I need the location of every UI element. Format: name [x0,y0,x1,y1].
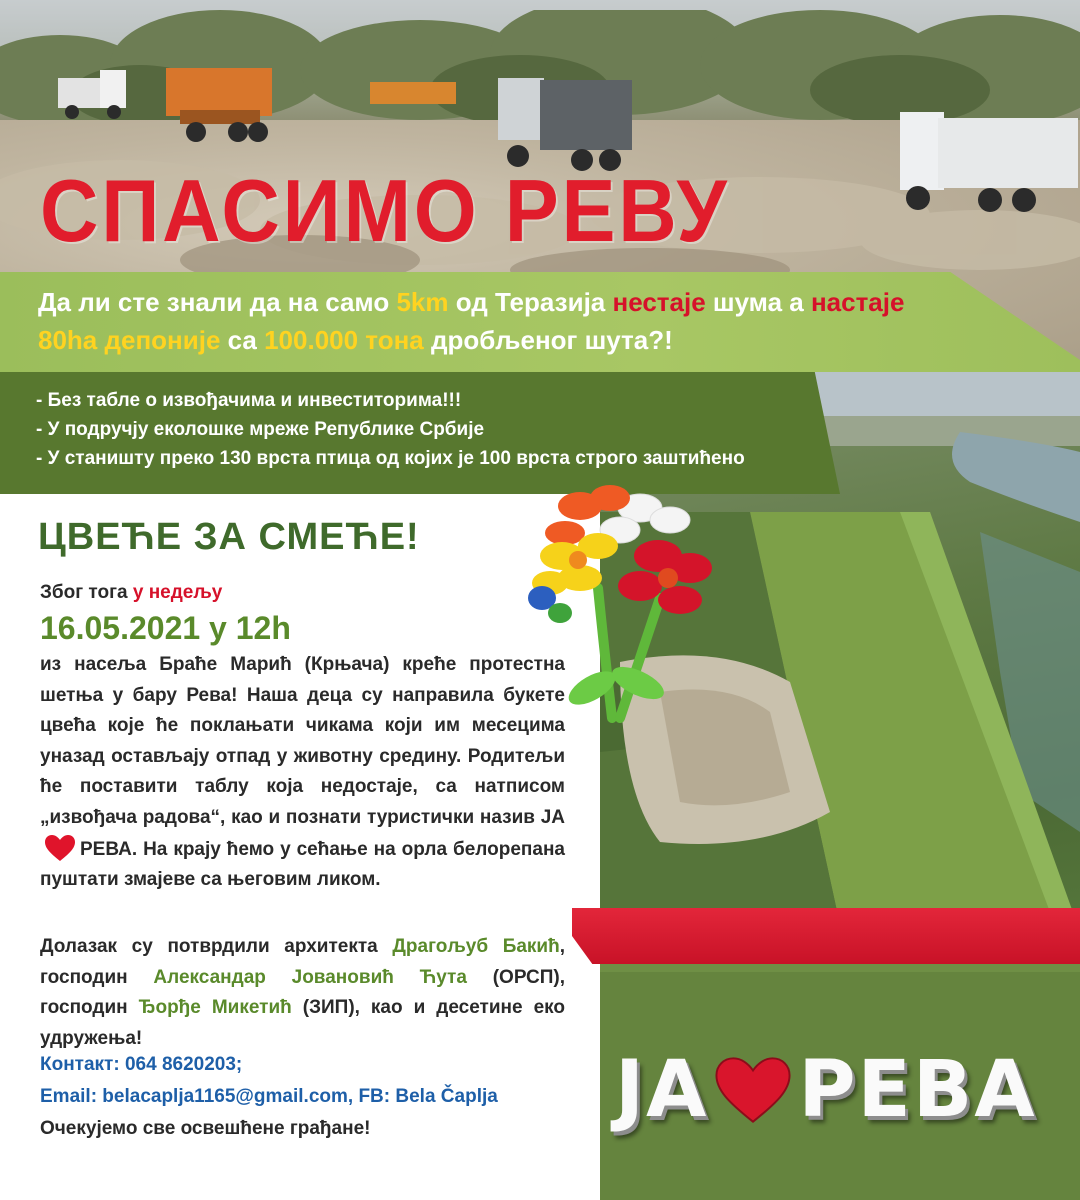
event-subtitle: ЦВЕЋЕ ЗА СМЕЋЕ! [38,516,420,558]
event-day: у недељу [132,582,223,603]
truck-1 [58,70,126,119]
list-item: - У станишту преко 130 врста птица од којих је 100 врста строго заштићено [36,448,745,469]
issue-list [36,386,745,473]
guest-name: Ђорђе Микетић [138,997,292,1019]
fact-area: 80ha депоније [38,325,221,355]
balloon-flowers-icon [520,478,720,728]
fact-disappears: нестаје [612,287,706,317]
guest-name: Александар Јовановић Ћута [153,966,467,988]
heart-icon [714,1054,792,1126]
truck-2 [166,68,272,142]
truck-4 [498,78,632,171]
fact-appears: настаје [810,287,905,317]
heart-icon [44,834,76,862]
truck-3 [370,82,456,104]
contact-phone[interactable]: Контакт: 064 8620203; [40,1054,243,1075]
red-ribbon [572,908,1080,964]
main-title: СПАСИМО РЕВУ [40,161,730,260]
truck-5 [900,112,1078,212]
event-intro: Због тога у недељу [40,582,223,603]
guest-name: Драгољуб Бакић [392,936,560,957]
fact-text: Да ли сте знали да на само 5km од Теразија нестаје шума а настаје 80ha депоније са 100.000 тона дробљеног шута?! [38,287,905,355]
list-item: - У подручју еколошке мреже Републике Србије [36,419,485,440]
list-item: - Без табле о извођачима и инвеститорима!!! [36,390,462,411]
fact-distance: 5km [396,287,449,317]
ja-reva-sign [615,1040,1037,1140]
confirmations: Долазак су потврдили архитекта Драгољуб Бакић, господин Александар Јовановић Ћута (ОРСП), господин Ђорђе Микетић (ЗИП), као и десетине еко удружења! [40,936,566,1049]
sign-word-left: JA [615,1045,709,1135]
event-description: из насеља Браће Марић (Крњача) креће протестна шетња у бару Рева! Наша деца су направила букете цвећа које ће поклањати чикама који им месецима уназад остављају отпад у животну средину. Родитељи ће поставити таблу која недостаје, са натписом „извођача радова“, као и познати туристички назив ЈАРЕВА. На крају ћемо у сећање на орла белорепана пуштати змајеве са његовим ликом. [40,654,565,891]
fact-tons: 100.000 тона [264,325,424,355]
closing-line: Очекујемо све освешћене грађане! [40,1118,371,1139]
contact-email[interactable]: Email: belacaplja1165@gmail.com, FB: Bela Čaplja [40,1086,498,1107]
event-datetime: 16.05.2021 у 12h [40,610,291,646]
sign-word-right: PEBA [798,1045,1037,1135]
